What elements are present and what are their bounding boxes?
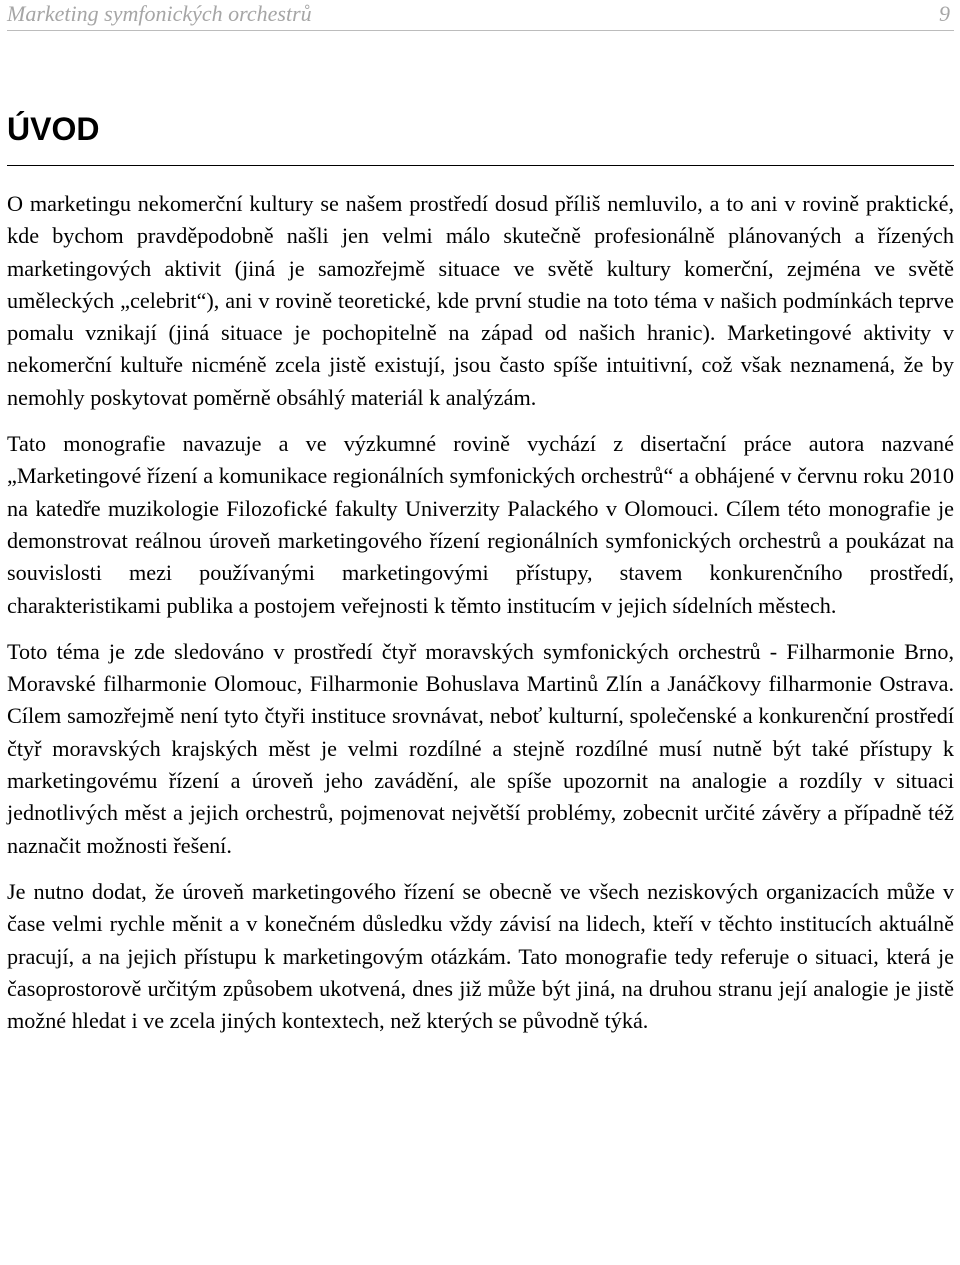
page-number: 9 [939, 1, 950, 26]
running-header [7, 0, 954, 31]
paragraph-2: Tato monografie navazuje a ve výzkumné rovině vychází z disertační práce autora nazvané „Marketingové řízení a komunikace regionálních symfonických orchestrů“ a obhájené v červnu roku 2010 na katedře muzikologie Filozofické fakulty Univerzity Palackého v Olomouci. Cílem této monografie je demonstrovat reálnou úroveň marketingového řízení regionálních symfonických orchestrů a poukázat na souvislosti mezi používanými marketingovými přístupy, stavem konkurenčního prostředí, charakteristikami publika a postojem veřejnosti k těmto institucím v jejich sídelních městech. [7, 431, 954, 618]
chapter-heading: ÚVOD [7, 111, 954, 166]
paragraph-4: Je nutno dodat, že úroveň marketingového řízení se obecně ve všech neziskových organizacích může v čase velmi rychle měnit a v konečném důsledku vždy závisí na lidech, kteří v těchto institucích aktuálně pracují, a na jejich přístupu k marketingovým otázkám. Tato monografie tedy referuje o situaci, která je časoprostorově určitým způsobem ukotvená, dnes již může být jiná, na druhou stranu její analogie je jistě možné hledat i ve zcela jiných kontextech, než kterých se původně týká. [7, 878, 954, 1034]
paragraph-1: O marketingu nekomerční kultury se našem prostředí dosud příliš nemluvilo, a to ani v rovině praktické, kde bychom pravděpodobně našli jen velmi málo skutečně profesionálně plánovaných a řízených marketingových aktivit (jiná je samozřejmě situace ve světě kultury komerční, zejména ve světě uměleckých „celebrit“), ani v rovině teoretické, kde první studie na toto téma v našich podmínkách teprve pomalu vznikají (jiná situace je pochopitelně na západ od našich hranic). Marketingové aktivity v nekomerční kultuře nicméně zcela jistě existují, jsou často spíše intuitivní, což však neznamená, že by nemohly poskytovat poměrně obsáhlý materiál k analýzám. [7, 191, 954, 410]
running-header-title: Marketing symfonických orchestrů [7, 1, 312, 26]
paragraph-3: Toto téma je zde sledováno v prostředí čtyř moravských symfonických orchestrů - Filharmonie Brno, Moravské filharmonie Olomouc, Filharmonie Bohuslava Martinů Zlín a Janáčkovy filharmonie Ostrava. Cílem samozřejmě není tyto čtyři instituce srovnávat, neboť kulturní, společenské a konkurenční prostředí čtyř moravských krajských měst je velmi rozdílné a stejně rozdílné musí nutně být také přístupy k marketingovému řízení a úroveň jeho zavádění, ale spíše upozornit na analogie a rozdíly v situaci jednotlivých měst a jejich orchestrů, pojmenovat největší problémy, zobecnit určité závěry a případně též naznačit možnosti řešení. [7, 638, 954, 858]
body-text [7, 188, 954, 1037]
